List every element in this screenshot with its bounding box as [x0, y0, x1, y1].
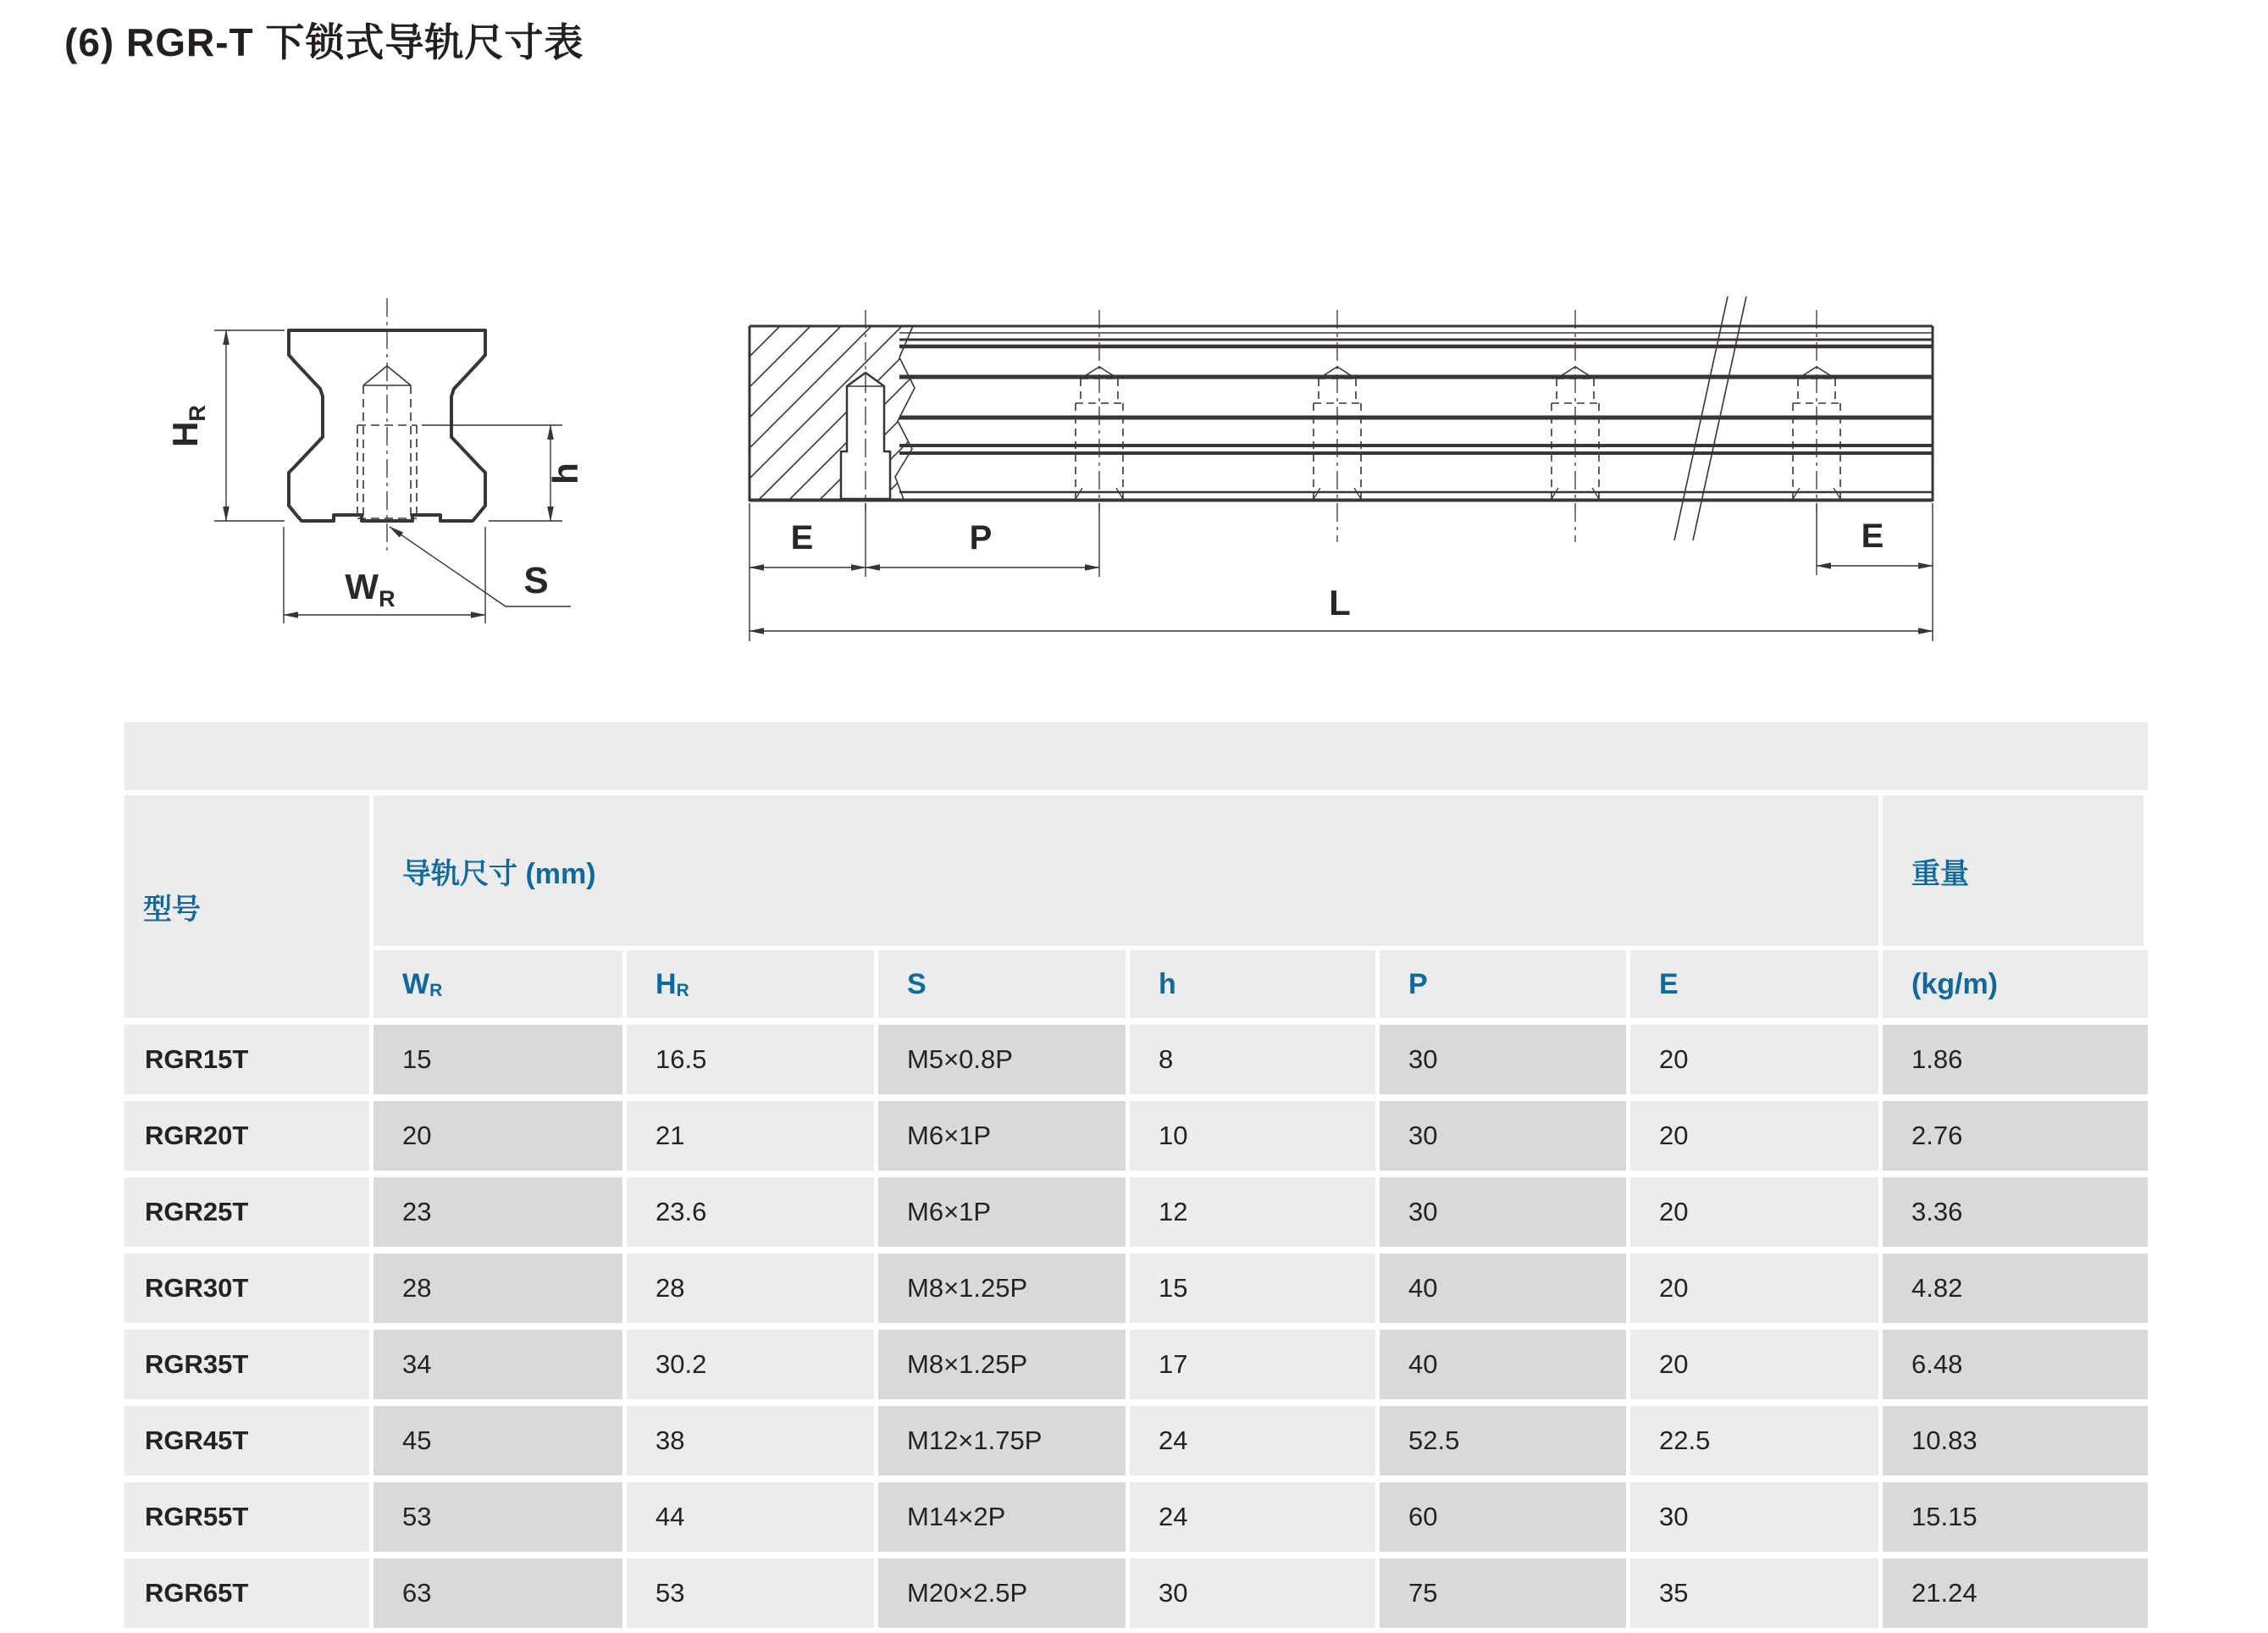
value-cell: 12	[1130, 1177, 1380, 1247]
groove-lines	[899, 333, 1933, 492]
table-row	[124, 1558, 2148, 1628]
dim-h-label: h	[545, 462, 585, 484]
value-cell: 21.24	[1883, 1558, 2148, 1628]
value-cell: M14×2P	[878, 1482, 1130, 1552]
dim-P-label: P	[969, 519, 993, 556]
value-cell: 20	[1630, 1101, 1883, 1171]
value-cell: 75	[1380, 1558, 1630, 1628]
table-row	[124, 1406, 2148, 1475]
column-header-P: P	[1380, 950, 1630, 1018]
model-cell: RGR45T	[124, 1406, 373, 1475]
value-cell: 15	[1130, 1254, 1380, 1323]
table-row	[124, 1101, 2148, 1171]
value-cell: M20×2.5P	[878, 1558, 1130, 1628]
value-cell: 35	[1630, 1558, 1883, 1628]
dim-E-left-label: E	[790, 519, 814, 556]
value-cell: M12×1.75P	[878, 1406, 1130, 1475]
value-cell: 6.48	[1883, 1330, 2148, 1399]
break-boundary	[895, 326, 915, 501]
column-header-weight-unit: (kg/m)	[1883, 950, 2148, 1018]
value-cell: 21	[627, 1101, 878, 1171]
column-header-WR: W R	[373, 950, 627, 1018]
table-row	[124, 1330, 2148, 1399]
model-cell: RGR25T	[124, 1177, 373, 1247]
dashed-holes	[1076, 367, 1840, 499]
value-cell: 30	[1380, 1101, 1630, 1171]
value-cell: M8×1.25P	[878, 1254, 1130, 1323]
value-cell: 20	[1630, 1177, 1883, 1247]
value-cell: 16.5	[627, 1025, 878, 1094]
value-cell: 23.6	[627, 1177, 878, 1247]
model-cell: RGR55T	[124, 1482, 373, 1552]
column-header-S: S	[878, 950, 1130, 1018]
column-header-model: 型号	[124, 795, 373, 1018]
value-cell: 15	[373, 1025, 627, 1094]
value-cell: 20	[1630, 1330, 1883, 1399]
model-cell: RGR20T	[124, 1101, 373, 1171]
model-cell: RGR35T	[124, 1330, 373, 1399]
model-cell: RGR15T	[124, 1025, 373, 1094]
value-cell: 44	[627, 1482, 878, 1552]
side-view-drawing	[574, 296, 1933, 641]
value-cell: 20	[1630, 1025, 1883, 1094]
value-cell: 53	[627, 1558, 878, 1628]
value-cell: 34	[373, 1330, 627, 1399]
column-group-header-rail-dimensions: 导轨尺寸 (mm)	[373, 795, 1883, 946]
dim-S-label: S	[523, 560, 549, 601]
value-cell: 1.86	[1883, 1025, 2148, 1094]
value-cell: 22.5	[1630, 1406, 1883, 1475]
model-cell: RGR65T	[124, 1558, 373, 1628]
column-header-E: E	[1630, 950, 1883, 1018]
value-cell: 20	[1630, 1254, 1883, 1323]
value-cell: 28	[627, 1254, 878, 1323]
model-cell: RGR30T	[124, 1254, 373, 1323]
value-cell: 10	[1130, 1101, 1380, 1171]
value-cell: 45	[373, 1406, 627, 1475]
value-cell: 52.5	[1380, 1406, 1630, 1475]
value-cell: M6×1P	[878, 1177, 1130, 1247]
table-header	[124, 795, 2148, 1018]
value-cell: 23	[373, 1177, 627, 1247]
hatch-section	[574, 326, 1085, 501]
value-cell: M6×1P	[878, 1101, 1130, 1171]
value-cell: 15.15	[1883, 1482, 2148, 1552]
table-row	[124, 1025, 2148, 1094]
value-cell: 60	[1380, 1482, 1630, 1552]
value-cell: 4.82	[1883, 1254, 2148, 1323]
value-cell: 17	[1130, 1330, 1380, 1399]
dim-WR-label: $W_R$	[345, 567, 396, 612]
value-cell: 24	[1130, 1482, 1380, 1552]
technical-drawings	[0, 0, 2268, 695]
dim-E-right-label: E	[1861, 518, 1884, 555]
value-cell: M5×0.8P	[878, 1025, 1130, 1094]
column-header-weight: 重量	[1883, 795, 2148, 946]
value-cell: 53	[373, 1482, 627, 1552]
value-cell: 38	[627, 1406, 878, 1475]
table-row	[124, 1482, 2148, 1552]
table-top-band	[124, 722, 2148, 790]
value-cell: 63	[373, 1558, 627, 1628]
value-cell: 2.76	[1883, 1101, 2148, 1171]
value-cell: 30	[1380, 1177, 1630, 1247]
table-body	[124, 1025, 2148, 1628]
value-cell: 8	[1130, 1025, 1380, 1094]
column-header-h: h	[1130, 950, 1380, 1018]
table-row	[124, 1177, 2148, 1247]
page-title: (6) RGR-T 下锁式导轨尺寸表	[64, 20, 584, 64]
value-cell: 10.83	[1883, 1406, 2148, 1475]
value-cell: 28	[373, 1254, 627, 1323]
value-cell: M8×1.25P	[878, 1330, 1130, 1399]
table-row	[124, 1254, 2148, 1323]
dim-L-label: L	[1329, 583, 1351, 623]
value-cell: 30	[1630, 1482, 1883, 1552]
value-cell: 24	[1130, 1406, 1380, 1475]
value-cell: 30	[1130, 1558, 1380, 1628]
cross-section-drawing	[165, 298, 585, 623]
dim-h	[422, 425, 562, 521]
rail-dimensions-table	[124, 722, 2148, 1628]
value-cell: 40	[1380, 1330, 1630, 1399]
value-cell: 30	[1380, 1025, 1630, 1094]
value-cell: 30.2	[627, 1330, 878, 1399]
rail-outline	[750, 326, 1933, 501]
value-cell: 3.36	[1883, 1177, 2148, 1247]
dim-HR-label: $H_R$	[165, 405, 210, 447]
value-cell: 20	[373, 1101, 627, 1171]
column-header-HR: H R	[627, 950, 878, 1018]
dim-HR	[214, 330, 285, 521]
value-cell: 40	[1380, 1254, 1630, 1323]
